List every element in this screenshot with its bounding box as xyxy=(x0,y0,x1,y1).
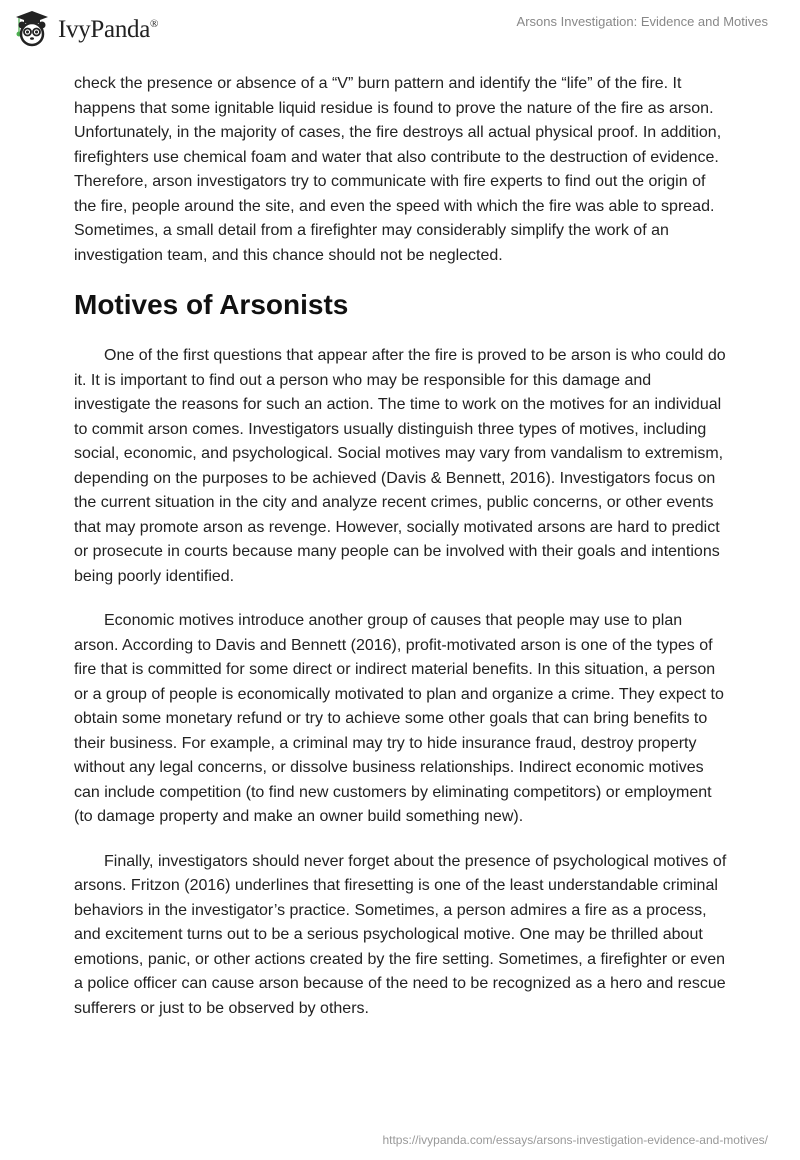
paragraph-intro: check the presence or absence of a “V” burn pattern and identify the “life” of the fire. It happens that some ignitable liquid residue is found to prove the nature of the fire as arson. Unfortunately, in the majority of cases, the fire destroys all actual physical proof. In addition, firefighters use chemical foam and water that also contribute to the destruction of evidence. Therefore, arson investigators try to communicate with fire experts to find out the origin of the fire, people around the site, and even the speed with which the fire was able to spread. Sometimes, a small detail from a firefighter may considerably simplify the work of an investigation team, and this chance should not be neglected. xyxy=(74,75,722,264)
panda-graduate-icon xyxy=(12,8,52,48)
paragraph-economic-motives: Economic motives introduce another group of causes that people may use to plan arson. According to Davis and Bennett (2016), profit-motivated arson is one of the types of fire that is committed for some direct or indirect material benefits. In this situation, a person or a group of people is economically motivated to plan and organize a crime. They expect to obtain some monetary refund or try to achieve some other goals that can bring benefits to their business. For example, a criminal may try to hide insurance fraud, destroy property without any legal concerns, or dissolve business relationships. Indirect economic motives can include competition (to find new customers by eliminating competitors) or employment (to damage property and make an owner build something new). xyxy=(74,612,724,825)
document-title: Arsons Investigation: Evidence and Motives xyxy=(516,14,768,29)
brand-name: IvyPanda xyxy=(58,16,151,43)
essay-content xyxy=(74,72,728,1041)
page-header xyxy=(0,0,800,60)
paragraph-psychological-motives: Finally, investigators should never forget about the presence of psychological motives of arsons. Fritzon (2016) underlines that firesetting is one of the least understandable criminal behaviors in the investigator’s practice. Sometimes, a person admires a fire as a process, and excitement turns out to be a serious psychological motive. One may be thrilled about emotions, panic, or other actions created by the fire setting. Sometimes, a firefighter or even a police officer can cause arson because of the need to be recognized as a hero and rescue sufferers or just to be observed by others. xyxy=(74,852,727,1017)
registered-mark: ® xyxy=(150,18,159,30)
footer-url-link[interactable]: https://ivypanda.com/essays/arsons-investigation-evidence-and-motives/ xyxy=(382,1133,768,1147)
section-heading: Motives of Arsonists xyxy=(74,289,349,320)
paragraph-social-motives: One of the first questions that appear after the fire is proved to be arson is who could do it. It is important to find out a person who may be responsible for this damage and investigate the reasons for such an action. The time to work on the motives for an individual to commit arson comes. Investigators usually distinguish three types of motives, including social, economic, and psychological. Social motives may vary from vandalism to extremism, depending on the purposes to be achieved (Davis & Bennett, 2016). Investigators focus on the current situation in the city and analyze recent crimes, public concerns, or other events that may promote arson as revenge. However, socially motivated arsons are hard to predict or prosecute in courts because many people can be involved with their goals and intentions being poorly identified. xyxy=(74,347,726,585)
ivypanda-logo[interactable] xyxy=(12,8,158,48)
